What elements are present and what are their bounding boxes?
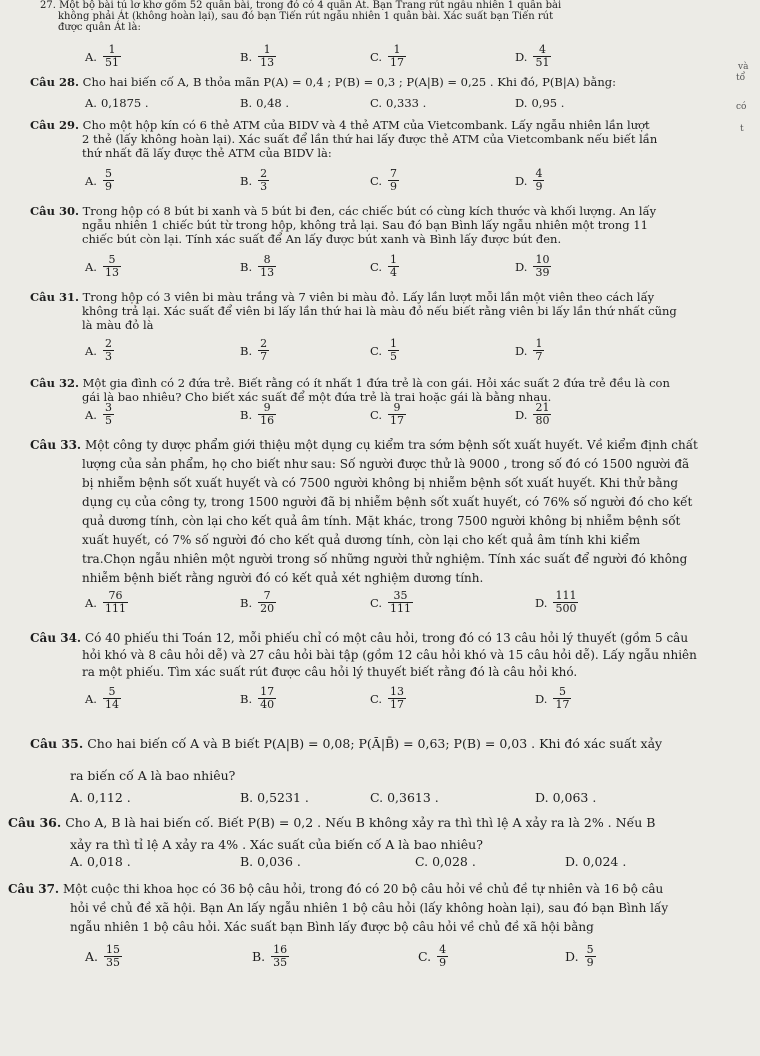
option-a[interactable]: A. 0,1875 .: [85, 96, 149, 110]
option-c[interactable]: C. $\frac{7}{9}$: [370, 167, 398, 193]
option-b[interactable]: B. 0,5231 .: [240, 790, 309, 805]
question-36: [8, 812, 753, 856]
options-row-27: [30, 44, 750, 72]
option-a[interactable]: A. $\frac{15}{35}$: [85, 943, 121, 969]
question-line: ra một phiếu. Tìm xác suất rút được câu hỏi lý thuyết biết rằng đó là câu hỏi khó.: [82, 665, 578, 679]
question-line: Cho một hộp kín có 6 thẻ ATM của BIDV và 4 thẻ ATM của Vietcombank. Lấy ngẫu nhiên lần lượt: [82, 118, 650, 132]
option-b[interactable]: B. $\frac{9}{16}$: [240, 401, 275, 427]
question-number: Câu 31.: [30, 290, 79, 304]
options-row-34: [30, 686, 750, 714]
question-line: ngẫu nhiên 1 bộ câu hỏi. Xác suất bạn Bình lấy được bộ câu hỏi về chủ đề xã hội bằng: [70, 920, 594, 934]
option-b[interactable]: B. $\frac{2}{7}$: [240, 337, 268, 363]
question-line: chiếc bút còn lại. Tính xác suất để An lấy được bút xanh và Bình lấy được bút đen.: [82, 232, 562, 246]
question-line: dụng cụ của công ty, trong 1500 người đã bị nhiễm bệnh sốt xuất huyết, có 76% số người đó cho kết: [82, 495, 693, 509]
option-a[interactable]: A. $\frac{76}{111}$: [85, 589, 126, 615]
question-line: tra.Chọn ngẫu nhiên một người trong số những người thử nghiệm. Tính xác suất để người đó không: [82, 552, 688, 566]
option-b[interactable]: B. $\frac{7}{20}$: [240, 589, 275, 615]
option-d[interactable]: D. $\frac{4}{9}$: [515, 167, 543, 193]
question-28: [30, 75, 750, 89]
margin-note: t: [740, 124, 744, 134]
question-30: [30, 204, 750, 246]
option-c[interactable]: C. $\frac{1}{17}$: [370, 43, 405, 69]
question-line: được quân Át là:: [58, 22, 141, 33]
option-a[interactable]: A. $\frac{3}{5}$: [85, 401, 112, 427]
options-row-29: [30, 168, 750, 196]
question-27: [40, 0, 740, 33]
question-line: Một gia đình có 2 đứa trẻ. Biết rằng có ít nhất 1 đứa trẻ là con gái. Hỏi xác suất 2 đứa trẻ đều là con: [82, 376, 670, 390]
option-c[interactable]: C. $\frac{4}{9}$: [418, 943, 447, 969]
options-row-33: [30, 590, 750, 618]
option-d[interactable]: D. $\frac{10}{39}$: [515, 253, 550, 279]
question-number: Câu 30.: [30, 204, 79, 218]
option-b[interactable]: B. $\frac{8}{13}$: [240, 253, 275, 279]
question-number: Câu 29.: [30, 118, 79, 132]
question-line: Một công ty dược phẩm giới thiệu một dụng cụ kiểm tra sớm bệnh sốt xuất huyết. Về kiểm định chất: [84, 438, 698, 452]
question-line: thứ nhất đã lấy được thẻ ATM của BIDV là:: [82, 146, 332, 160]
option-c[interactable]: C. 0,028 .: [415, 854, 476, 869]
question-37: [8, 880, 758, 937]
option-a[interactable]: A. $\frac{5}{13}$: [85, 253, 119, 279]
option-d[interactable]: D. $\frac{21}{80}$: [515, 401, 550, 427]
question-line: Cho A, B là hai biến cố. Biết P(B) = 0,2 . Nếu B không xảy ra thì thì lệ A xảy ra là 2% . Nếu B: [65, 815, 656, 830]
option-d[interactable]: D. $\frac{5}{17}$: [535, 685, 570, 711]
question-line: xảy ra thì tỉ lệ A xảy ra 4% . Xác suất của biến cố A là bao nhiêu?: [70, 837, 483, 852]
question-line: quả dương tính, còn lại cho kết quả âm tính. Mặt khác, trong 7500 người không bị nhiễm bệnh sốt: [82, 514, 681, 528]
question-line: ngẫu nhiên 1 chiếc bút từ trong hộp, không trả lại. Sau đó bạn Bình lấy ngẫu nhiên một trong 11: [82, 218, 648, 232]
question-line: xuất huyết, có 7% số người đó cho kết quả dương tính, còn lại cho kết quả âm tính khi kiểm: [82, 533, 641, 547]
option-d[interactable]: D. 0,063 .: [535, 790, 597, 805]
question-line: ra biến cố A là bao nhiêu?: [70, 768, 236, 783]
margin-note: và: [738, 62, 749, 72]
options-row-36: [30, 854, 750, 882]
question-number: Câu 28.: [30, 75, 79, 89]
question-line: gái là bao nhiêu? Cho biết xác suất để một đứa trẻ là trai hoặc gái là bằng nhau.: [82, 390, 552, 404]
option-c[interactable]: C. $\frac{13}{17}$: [370, 685, 405, 711]
option-c[interactable]: C. 0,333 .: [370, 96, 427, 110]
options-row-37: [30, 944, 750, 984]
option-a[interactable]: A. $\frac{1}{51}$: [85, 43, 119, 69]
option-c[interactable]: C. $\frac{9}{17}$: [370, 401, 405, 427]
question-29: [30, 118, 750, 160]
question-number: Câu 33.: [30, 438, 82, 452]
question-line: hỏi khó và 8 câu hỏi dễ) và 27 câu hỏi bài tập (gồm 12 câu hỏi khó và 15 câu hỏi dễ). Lấy ngẫu nhiên: [82, 648, 697, 662]
question-line: hỏi về chủ đề xã hội. Bạn An lấy ngẫu nhiên 1 bộ câu hỏi (lấy không hoàn lại), sau đó bạn Bình lấy: [70, 901, 669, 915]
option-d[interactable]: D. $\frac{4}{51}$: [515, 43, 550, 69]
option-b[interactable]: B. $\frac{16}{35}$: [252, 943, 288, 969]
question-line: lượng của sản phẩm, họ cho biết như sau: Số người được thử là 9000 , trong số đó có 1500 người đã: [82, 457, 690, 471]
option-a[interactable]: A. 0,112 .: [70, 790, 131, 805]
question-line: Trong hộp có 8 bút bi xanh và 5 bút bi đen, các chiếc bút có cùng kích thước và khối lượng. An lấy: [82, 204, 657, 218]
option-d[interactable]: D. 0,95 .: [515, 96, 565, 110]
question-number: Câu 32.: [30, 376, 79, 390]
option-d[interactable]: D. 0,024 .: [565, 854, 627, 869]
question-number: Câu 36.: [8, 815, 62, 830]
option-b[interactable]: B. $\frac{2}{3}$: [240, 167, 268, 193]
option-c[interactable]: C. 0,3613 .: [370, 790, 439, 805]
margin-note: có: [736, 102, 747, 112]
question-line: Có 40 phiếu thi Toán 12, mỗi phiếu chỉ có một câu hỏi, trong đó có 13 câu hỏi lý thuyết (gồm 5 câu: [84, 631, 689, 645]
option-b[interactable]: B. $\frac{1}{13}$: [240, 43, 275, 69]
question-line: không phải Át (không hoàn lại), sau đó bạn Tiến rút ngẫu nhiên 1 quân bài. Xác suất bạn Tiến rút: [58, 11, 554, 22]
question-34: [30, 630, 750, 681]
options-row-30: [30, 254, 750, 282]
options-row-31: [30, 338, 750, 366]
question-line: Một cuộc thi khoa học có 36 bộ câu hỏi, trong đó có 20 bộ câu hỏi về chủ đề tự nhiên và 16 bộ câu: [62, 882, 664, 896]
option-c[interactable]: C. $\frac{35}{111}$: [370, 589, 412, 615]
option-a[interactable]: A. $\frac{2}{3}$: [85, 337, 112, 363]
option-c[interactable]: C. $\frac{1}{4}$: [370, 253, 398, 279]
option-b[interactable]: B. 0,036 .: [240, 854, 301, 869]
question-line: bị nhiễm bệnh sốt xuất huyết và có 7500 người không bị nhiễm bệnh sốt xuất huyết. Khi thử bằng: [82, 476, 679, 490]
question-31: [30, 290, 750, 332]
question-number: Câu 35.: [30, 736, 84, 751]
question-line: không trả lại. Xác suất để viên bi lấy lần thứ hai là màu đỏ nếu biết rằng viên bi lấy lần thứ nhất cũng: [82, 304, 677, 318]
question-line: 27. Một bộ bài tú lơ khơ gồm 52 quân bài, trong đó có 4 quân Át. Bạn Trang rút ngẫu nhiên 1 quân bài: [40, 0, 562, 11]
question-line: nhiễm bệnh biết rằng người đó có kết quả xét nghiệm dương tính.: [82, 571, 484, 585]
option-a[interactable]: A. 0,018 .: [70, 854, 131, 869]
question-line: Cho hai biến cố A, B thỏa mãn P(A) = 0,4 ; P(B) = 0,3 ; P(A|B) = 0,25 . Khi đó, P(B|A) bằng:: [82, 75, 617, 89]
question-number: Câu 37.: [8, 882, 60, 896]
question-line: Cho hai biến cố A và B biết P(A|B) = 0,08; P(Ā|B̄) = 0,63; P(B) = 0,03 . Khi đó xác suất xảy: [87, 736, 663, 751]
question-35: [30, 733, 750, 787]
option-b[interactable]: B. 0,48 .: [240, 96, 290, 110]
option-a[interactable]: A. $\frac{5}{14}$: [85, 685, 119, 711]
question-line: 2 thẻ (lấy không hoàn lại). Xác suất để lần thứ hai lấy được thẻ ATM của Vietcombank nếu biết lần: [82, 132, 658, 146]
option-b[interactable]: B. $\frac{17}{40}$: [240, 685, 275, 711]
question-number: Câu 34.: [30, 631, 82, 645]
question-line: là màu đỏ là: [82, 318, 154, 332]
margin-note: tổ: [736, 73, 746, 83]
option-c[interactable]: C. $\frac{1}{5}$: [370, 337, 398, 363]
option-d[interactable]: D. $\frac{1}{7}$: [515, 337, 543, 363]
option-a[interactable]: A. $\frac{5}{9}$: [85, 167, 112, 193]
question-line: Trong hộp có 3 viên bi màu trắng và 7 viên bi màu đỏ. Lấy lần lượt mỗi lần một viên theo cách lấy: [82, 290, 655, 304]
option-d[interactable]: D. $\frac{111}{500}$: [535, 589, 577, 615]
question-32: [30, 376, 750, 404]
question-33: [30, 436, 750, 588]
option-d[interactable]: D. $\frac{5}{9}$: [565, 943, 594, 969]
options-row-32: [30, 402, 750, 430]
